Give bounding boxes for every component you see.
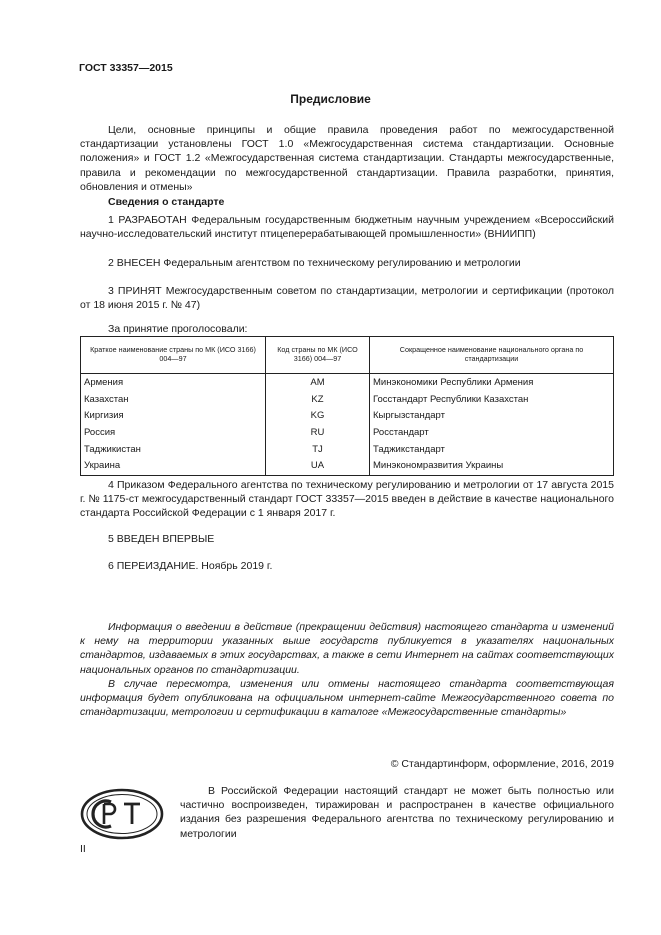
item-first-introduced: 5 ВВЕДЕН ВПЕРВЫЕ [108, 533, 215, 545]
table-cell-code: KZ [266, 392, 370, 409]
table-cell-code: UA [266, 458, 370, 475]
rst-certification-logo [80, 788, 164, 840]
table-cell-country: Таджикистан [81, 441, 266, 458]
voting-countries-table [80, 336, 614, 476]
table-row [81, 425, 614, 442]
table-cell-body: Росстандарт [370, 425, 614, 442]
table-cell-body: Таджикстандарт [370, 441, 614, 458]
page-number: II [80, 843, 86, 855]
reproduction-notice: В Российской Федерации настоящий стандарт не может быть полностью или частично воспроизведен, тиражирован и распространен в качестве официального издания без разрешения Федерального агентства по техническому регулированию и метрологии [180, 785, 614, 840]
copyright-line: © Стандартинформ, оформление, 2016, 2019 [390, 758, 614, 770]
table-cell-country: Киргизия [81, 408, 266, 425]
table-row [81, 458, 614, 475]
column-header-body: Сокращенное наименование национального органа по стандартизации [370, 337, 614, 374]
table-cell-body: Минэкономики Республики Армения [370, 374, 614, 392]
table-cell-body: Госстандарт Республики Казахстан [370, 392, 614, 409]
item-order: 4 Приказом Федерального агентства по техническому регулированию и метрологии от 17 августа 2015 г. № 1175-ст межгосударственный стандарт ГОСТ 33357—2015 введен в действие в качестве национального стандарта Российской Федерации с 1 января 2017 г. [80, 479, 614, 520]
table-cell-code: RU [266, 425, 370, 442]
item-developed: 1 РАЗРАБОТАН Федеральным государственным бюджетным научным учреждением «Всероссийский научно-исследовательский институт птицеперерабатывающей промышленности» (ВНИИПП) [80, 214, 614, 241]
info-paragraph-publication: Информация о введении в действие (прекращении действия) настоящего стандарта и изменений к нему на территории указанных выше государств публикуется в указателях национальных стандартов, издаваемых в этих государствах, а также в сети Интернет на сайтах соответствующих национальных органов по стандартизации. [80, 621, 614, 676]
table-cell-body: Минэкономразвития Украины [370, 458, 614, 475]
item-reissue: 6 ПЕРЕИЗДАНИЕ. Ноябрь 2019 г. [108, 560, 273, 572]
table-cell-body: Кыргызстандарт [370, 408, 614, 425]
item-adopted: 3 ПРИНЯТ Межгосударственным советом по стандартизации, метрологии и сертификации (протокол от 18 июня 2015 г. № 47) [80, 285, 614, 312]
table-cell-code: KG [266, 408, 370, 425]
table-row [81, 408, 614, 425]
table-header-row [81, 337, 614, 374]
table-cell-code: AM [266, 374, 370, 392]
column-header-country: Краткое наименование страны по МК (ИСО 3166) 004—97 [81, 337, 266, 374]
table-row [81, 374, 614, 392]
item-submitted: 2 ВНЕСЕН Федеральным агентством по техническому регулированию и метрологии [108, 257, 521, 269]
section-heading: Сведения о стандарте [108, 196, 225, 208]
table-cell-country: Армения [81, 374, 266, 392]
document-code-header: ГОСТ 33357—2015 [79, 62, 173, 74]
info-paragraph-revision: В случае пересмотра, изменения или отмены настоящего стандарта соответствующая информация будет опубликована на официальном интернет-сайте Межгосударственного совета по стандартизации, метрологии и сертификации в каталоге «Межгосударственные стандарты» [80, 678, 614, 719]
table-cell-country: Казахстан [81, 392, 266, 409]
voted-label: За принятие проголосовали: [108, 323, 248, 335]
intro-paragraph: Цели, основные принципы и общие правила проведения работ по межгосударственной стандартизации установлены ГОСТ 1.0 «Межгосударственная система стандартизации. Основные положения» и ГОСТ 1.2 «Межгосударственная система стандартизации. Стандарты межгосударственные, правила и рекомендации по межгосударственной стандартизации. Правила разработки, принятия, обновления и отмены» [80, 124, 614, 193]
table-cell-code: TJ [266, 441, 370, 458]
table-cell-country: Россия [81, 425, 266, 442]
table-cell-country: Украина [81, 458, 266, 475]
table-row [81, 392, 614, 409]
page-title: Предисловие [290, 92, 371, 106]
table-row [81, 441, 614, 458]
column-header-code: Код страны по МК (ИСО 3166) 004—97 [266, 337, 370, 374]
